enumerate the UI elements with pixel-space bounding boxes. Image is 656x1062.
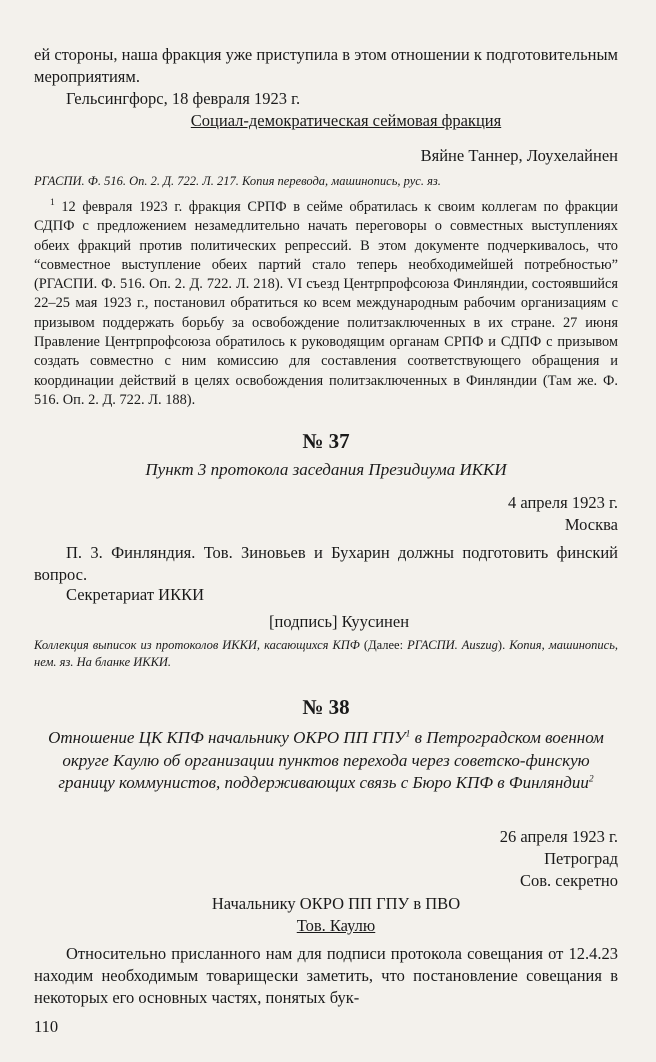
source-plain-2: ). — [497, 638, 510, 652]
title-38-mark2: 2 — [588, 774, 594, 785]
footnote-mark: 1 — [50, 198, 55, 209]
doc-body-37: П. 3. Финляндия. Тов. Зиновьев и Бухарин должны подготовить финский вопрос. — [34, 543, 618, 584]
addressee-name: Тов. Каулю — [296, 916, 376, 935]
signer-org-text: Социал-демократическая сеймовая фракция — [190, 111, 502, 130]
doc-place-37: Москва — [564, 515, 618, 534]
source-italic-1: Коллекция выписок из протоколов ИККИ, касающихся КПФ — [34, 638, 360, 652]
doc-title-37: Пункт 3 протокола заседания Президиума ИККИ — [145, 460, 507, 479]
footnote — [34, 198, 618, 410]
doc-date-38: 26 апреля 1923 г. — [499, 827, 618, 846]
classification: Сов. секретно — [519, 871, 618, 890]
doc-title-38 — [34, 727, 618, 795]
source-italic-2: РГАСПИ. Auszug — [407, 638, 498, 652]
paragraph-end: ей стороны, наша фракция уже приступила в этом отношении к подготовительным мероприятиям. — [34, 45, 618, 86]
addressee-name-line — [34, 915, 618, 937]
title-38-mark1: 1 — [405, 729, 411, 740]
title-38-part1: Отношение ЦК КПФ начальнику ОКРО ПП ГПУ — [48, 728, 406, 747]
page-number: 110 — [34, 1017, 59, 1036]
doc-number-37: № 37 — [302, 429, 350, 453]
source-note-37 — [34, 637, 618, 671]
doc-place-38: Петроград — [544, 849, 618, 868]
place-date: Гельсингфорс, 18 февраля 1923 г. — [66, 89, 301, 108]
title-38-part2: в Петроградском военном округе Каулю об организации пунктов перехода через советско-финскую границу коммунистов, поддерживающих связь с Бюро КПФ в Финляндии — [58, 728, 604, 792]
signers: Вяйне Таннер, Лоухелайнен — [420, 146, 618, 165]
footnote-text: 12 февраля 1923 г. фракция СРПФ в сейме обратилась к своим коллегам по фракции СДПФ с предложением незамедлительно начать переговоры о совместных выступлениях обеих фракций против политических репрессий. В этом документе подчеркивалось, что “совместное выступление обеих партий стало теперь необходимейшей потребностью” (РГАСПИ. Ф. 516. Оп. 2. Д. 722. Л. 218). VI съезд Центрпрофсоюза Финляндии, состоявшийся 22–25 мая 1923 г., постановил обратиться ко всем международным рабочим организациям с призывом поддержать борьбу за освобождение политзаключенных в их стране. 27 июня Правление Центрпрофсоюза обратилось к руководящим органам СРПФ и СДПФ с призывом создать совместно с ним комиссию для составления соответствующего обращения и координации действий в целях освобождения политзаключенных в Финляндии (Там же. Ф. 516. Оп. 2. Д. 722. Л. 188). — [34, 199, 618, 408]
source-italic-3: Копия, машинопись, нем. яз. На бланке ИККИ. — [34, 638, 619, 669]
signer-organization — [34, 110, 618, 132]
source-plain-1: (Далее: — [359, 638, 408, 652]
doc-date-37: 4 апреля 1923 г. — [508, 493, 618, 512]
doc-body-38: Относительно присланного нам для подписи протокола совещания от 12.4.23 находим необходимым товарищески заметить, что постановление совещания в некоторых его основных частях, понятых бук- — [34, 944, 618, 1007]
secretariat: Секретариат ИККИ — [66, 585, 205, 604]
signature: [подпись] Куусинен — [269, 612, 410, 631]
doc-number-38: № 38 — [302, 695, 350, 719]
source-note: РГАСПИ. Ф. 516. Оп. 2. Д. 722. Л. 217. Копия перевода, машинопись, рус. яз. — [34, 174, 441, 188]
addressee: Начальнику ОКРО ПП ГПУ в ПВО — [211, 894, 461, 913]
